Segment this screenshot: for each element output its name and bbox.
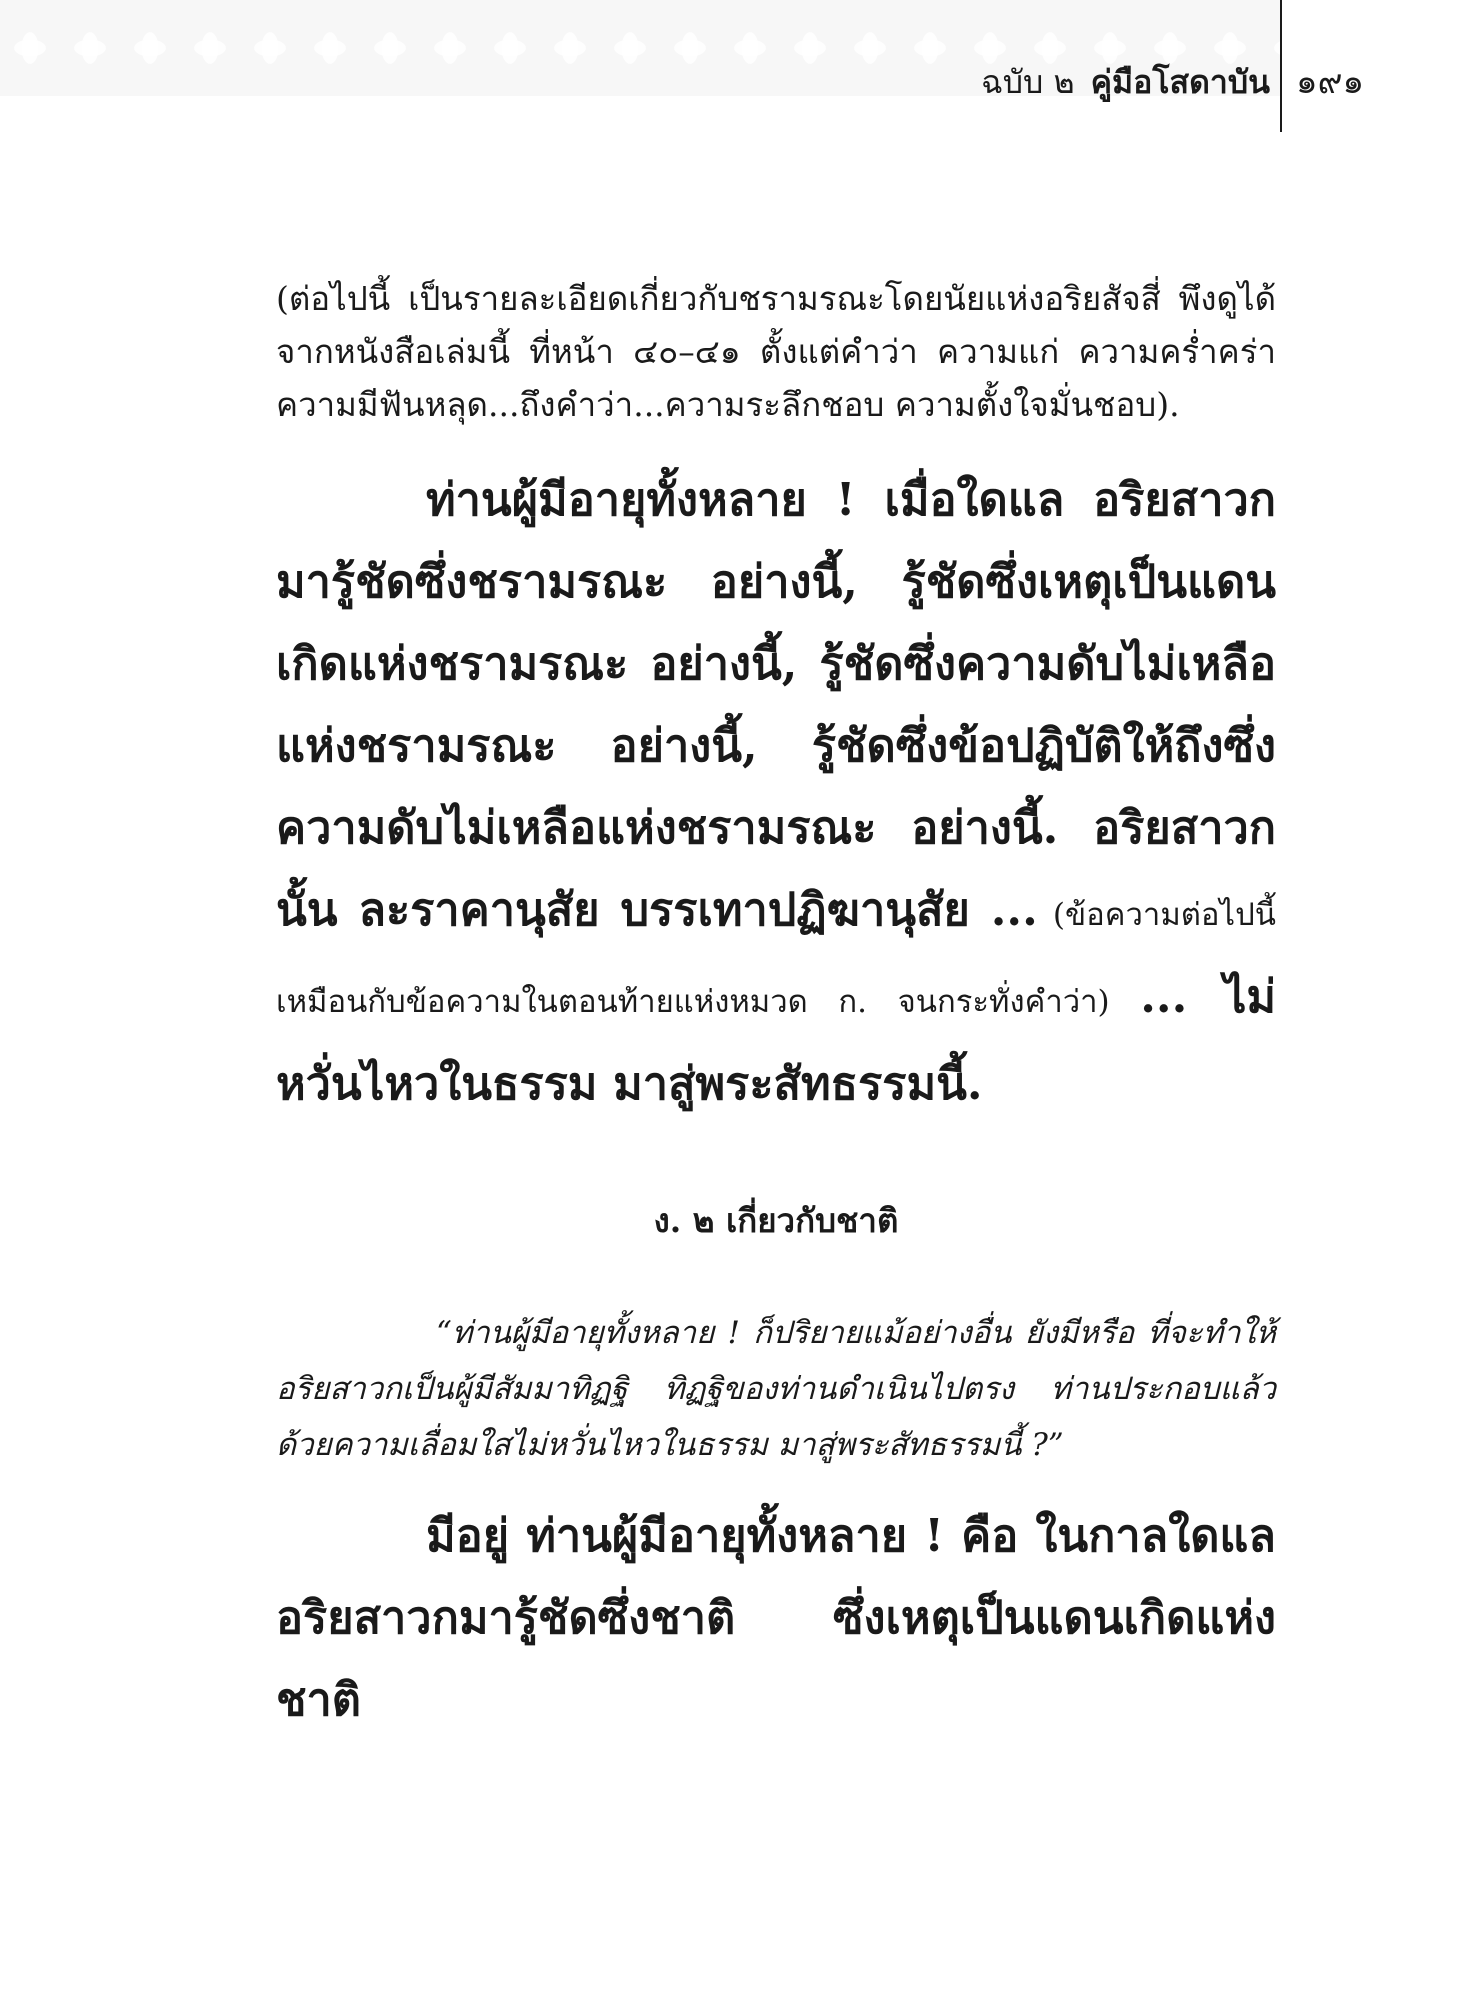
book-title: คู่มือโสดาบัน: [1090, 63, 1270, 101]
page-body: [276, 272, 1276, 1741]
answer-paragraph: มีอยู่ ท่านผู้มีอายุทั้งหลาย ! คือ ในกาลใดแล อริยสาวกมารู้ชัดซึ่งชาติ ซึ่งเหตุเป็นแดนเกิดแห่งชาติ: [276, 1509, 1276, 1726]
main-paragraph-ending: ... ไม่หวั่นไหวในธรรม มาสู่พระสัทธรรมนี้.: [276, 970, 1276, 1110]
main-paragraph-note: (ข้อความต่อไปนี้เหมือนกับข้อความในตอนท้ายแห่งหมวด ก. จนกระทั่งคำว่า): [276, 897, 1276, 1020]
header-divider-rule: [1280, 0, 1282, 132]
section-heading: ง. ๒ เกี่ยวกับชาติ: [653, 1201, 899, 1240]
paragraph-spacer: [276, 431, 1276, 459]
main-paragraph-text: ท่านผู้มีอายุทั้งหลาย ! เมื่อใดแล อริยสาวกมารู้ชัดซึ่งชรามรณะ อย่างนี้, รู้ชัดซึ่งเหตุเป็นแดนเกิดแห่งชรามรณะ อย่างนี้, รู้ชัดซึ่งความดับไม่เหลือแห่งชรามรณะ อย่างนี้, รู้ชัดซึ่งข้อปฏิบัติให้ถึงซึ่งความดับไม่เหลือแห่งชรามรณะ อย่างนี้. อริยสาวกนั้น ละราคานุสัย บรรเทาปฏิฆานุสัย ...: [276, 473, 1276, 936]
note-paragraph: (ต่อไปนี้ เป็นรายละเอียดเกี่ยวกับชรามรณะโดยนัยแห่งอริยสัจสี่ พึงดูได้จากหนังสือเล่มนี้ ที่หน้า ๔๐–๔๑ ตั้งแต่คำว่า ความแก่ ความคร่ำคร่า ความมีฟันหลุด...ถึงคำว่า...ความระลึกชอบ ความตั้งใจมั่นชอบ).: [276, 279, 1276, 424]
edition-label: ฉบับ ๒: [980, 63, 1075, 101]
running-head: [981, 62, 1270, 102]
quote-paragraph: “ท่านผู้มีอายุทั้งหลาย ! ก็ปริยายแม้อย่างอื่น ยังมีหรือ ที่จะทำให้อริยสาวกเป็นผู้มีสัมมาทิฏฐิ ทิฏฐิของท่านดำเนินไปตรง ท่านประกอบแล้วด้วยความเลื่อมใสไม่หวั่นไหวในธรรม มาสู่พระสัทธรรมนี้ ?”: [276, 1315, 1276, 1463]
main-paragraph: [276, 459, 1276, 1125]
page-number: ๑๙๑: [1296, 62, 1365, 102]
